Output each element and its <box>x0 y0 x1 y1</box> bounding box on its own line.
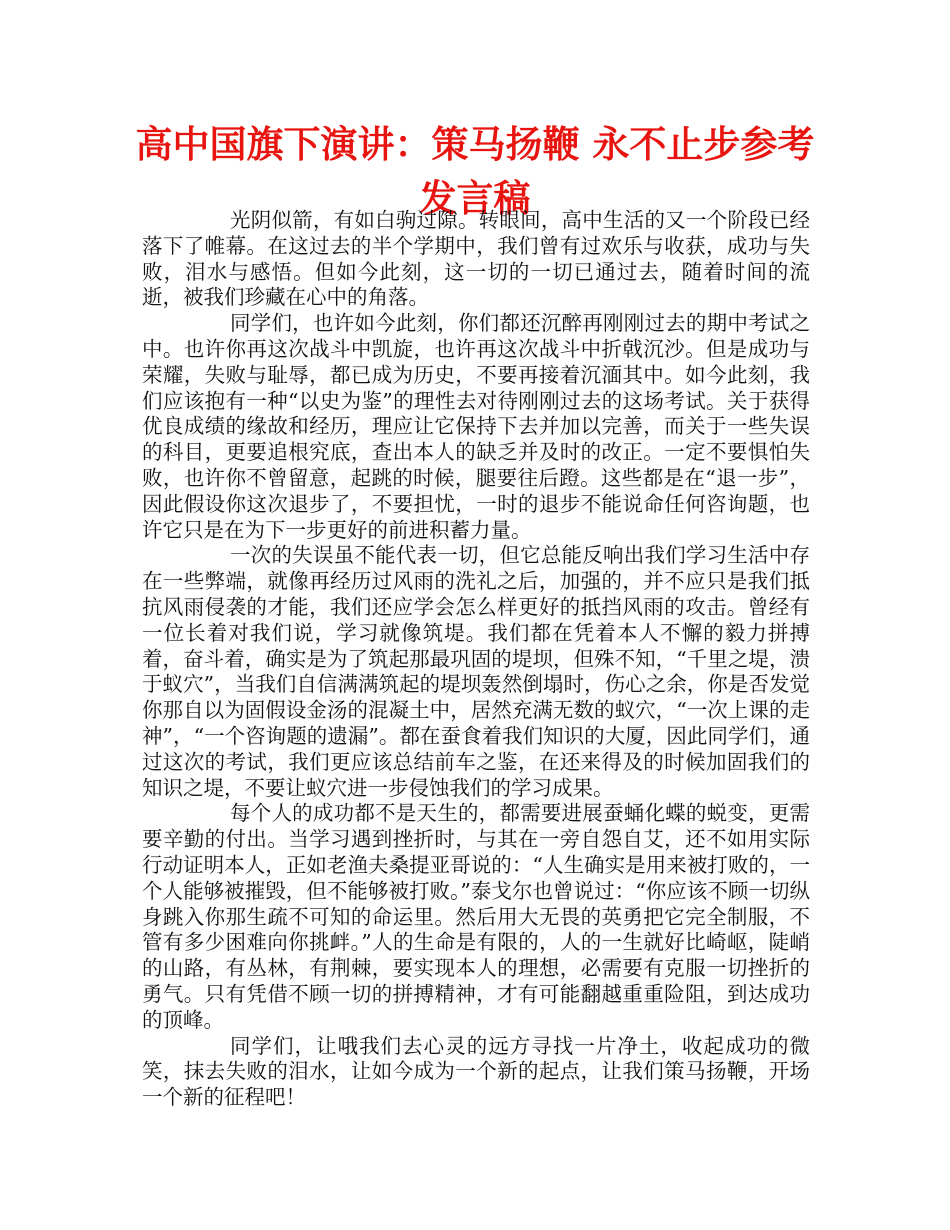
paragraph: 每个人的成功都不是天生的，都需要进展蚕蛹化蝶的蜕变，更需要辛勤的付出。当学习遇到挫折时，与其在一旁自怨自艾，还不如用实际行动证明本人，正如老渔夫桑提亚哥说的：“人生确实是用来被打败的，一个人能够被摧毁，但不能够被打败。”泰戈尔也曾说过：“你应该不顾一切纵身跳入你那生疏不可知的命运里。然后用大无畏的英勇把它完全制服，不管有多少困难向你挑衅。”人的生命是有限的，人的一生就好比崎岖，陡峭的山路，有丛林，有荆棘，要实现本人的理想，必需要有克服一切挫折的勇气。只有凭借不顾一切的拼搏精神，才有可能翻越重重险阻，到达成功的顶峰。 <box>142 801 810 1032</box>
document-title: 高中国旗下演讲：策马扬鞭 永不止步参考发言稿 <box>135 123 815 220</box>
paragraph: 一次的失误虽不能代表一切，但它总能反响出我们学习生活中存在一些弊端，就像再经历过风雨的洗礼之后，加强的，并不应只是我们抵抗风雨侵袭的才能，我们还应学会怎么样更好的抵挡风雨的攻击。曾经有一位长着对我们说，学习就像筑堤。我们都在凭着本人不懈的毅力拼搏着，奋斗着，确实是为了筑起那最巩固的堤坝，但殊不知，“千里之堤，溃于蚁穴”，当我们自信满满筑起的堤坝轰然倒塌时，伤心之余，你是否发觉你那自以为固假设金汤的混凝土中，居然充满无数的蚁穴，“一次上课的走神”，“一个咨询题的遗漏”。都在蚕食着我们知识的大厦，因此同学们，通过这次的考试，我们更应该总结前车之鉴，在还来得及的时候加固我们的知识之堤，不要让蚁穴进一步侵蚀我们的学习成果。 <box>142 543 810 800</box>
paragraph: 同学们，也许如今此刻，你们都还沉醉再刚刚过去的期中考试之中。也许你再这次战斗中凯旋，也许再这次战斗中折戟沉沙。但是成功与荣耀，失败与耻辱，都已成为历史，不要再接着沉湎其中。如今此刻，我们应该抱有一种“以史为鉴”的理性去对待刚刚过去的这场考试。关于获得优良成绩的缘故和经历，理应让它保持下去并加以完善，而关于一些失误的科目，更要追根究底，查出本人的缺乏并及时的改正。一定不要惧怕失败，也许你不曾留意，起跳的时候，腿要往后蹬。这些都是在“退一步”，因此假设你这次退步了，不要担忧，一时的退步不能说命任何咨询题，也许它只是在为下一步更好的前进积蓄力量。 <box>142 311 810 542</box>
document-body <box>142 208 810 1111</box>
paragraph: 光阴似箭，有如白驹过隙。转眼间，高中生活的又一个阶段已经落下了帷幕。在这过去的半个学期中，我们曾有过欢乐与收获，成功与失败，泪水与感悟。但如今此刻，这一切的一切已通过去，随着时间的流逝，被我们珍藏在心中的角落。 <box>142 208 810 310</box>
paragraph: 同学们，让哦我们去心灵的远方寻找一片净土，收起成功的微笑，抹去失败的泪水，让如今成为一个新的起点，让我们策马扬鞭，开场一个新的征程吧！ <box>142 1033 810 1110</box>
